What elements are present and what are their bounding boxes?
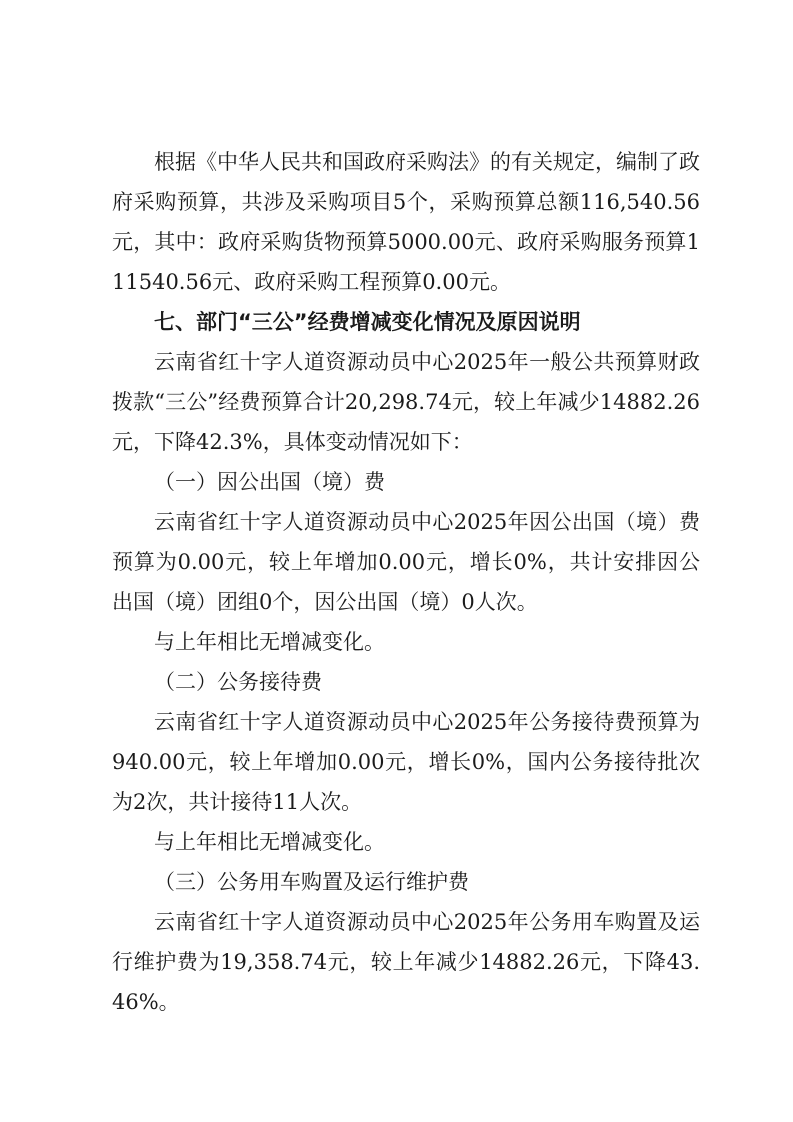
subheading-official-vehicles: （三）公务用车购置及运行维护费 [154, 870, 469, 894]
paragraph-official-reception: 云南省红十字人道资源动员中心2025年公务接待费预算为940.00元，较上年增加0.00元，增长0%，国内公务接待批次为2次，共计接待11人次。 [112, 710, 700, 814]
paragraph-overseas-travel: 云南省红十字人道资源动员中心2025年因公出国（境）费预算为0.00元，较上年增加0.00元，增长0%，共计安排因公出国（境）团组0个，因公出国（境）0人次。 [112, 510, 700, 614]
paragraph-reception-no-change: 与上年相比无增减变化。 [154, 830, 385, 854]
paragraph-overseas-no-change: 与上年相比无增减变化。 [154, 630, 385, 654]
paragraph-procurement-budget: 根据《中华人民共和国政府采购法》的有关规定，编制了政府采购预算，共涉及采购项目5个，采购预算总额116,540.56元，其中：政府采购货物预算5000.00元、政府采购服务预算111540.56元、政府采购工程预算0.00元。 [112, 150, 700, 294]
section-heading-three-public-expenses: 七、部门“三公”经费增减变化情况及原因说明 [154, 310, 581, 334]
document-body [112, 142, 700, 1022]
subheading-overseas-travel: （一）因公出国（境）费 [154, 470, 385, 494]
paragraph-three-public-total: 云南省红十字人道资源动员中心2025年一般公共预算财政拨款“三公”经费预算合计20,298.74元，较上年减少14882.26元，下降42.3%，具体变动情况如下： [112, 350, 700, 454]
subheading-official-reception: （二）公务接待费 [154, 670, 322, 694]
paragraph-official-vehicles: 云南省红十字人道资源动员中心2025年公务用车购置及运行维护费为19,358.74元，较上年减少14882.26元，下降43.46%。 [112, 910, 700, 1014]
